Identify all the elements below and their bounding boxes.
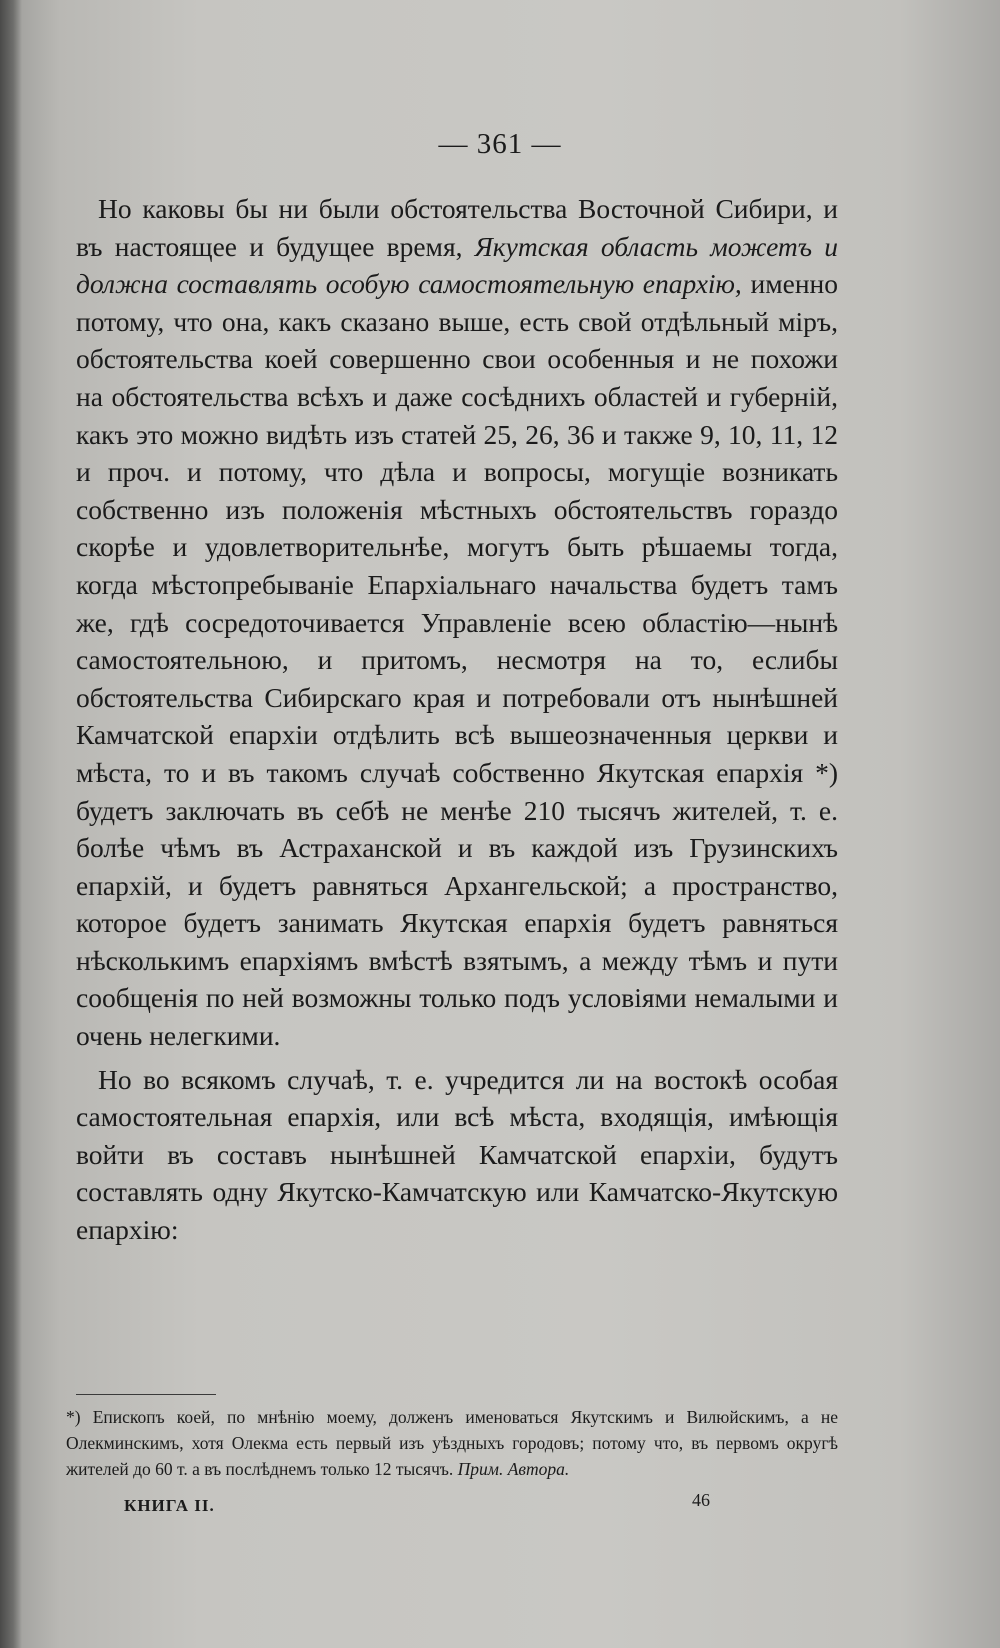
page-spine-shadow: [0, 0, 22, 1648]
paragraph-1: [76, 190, 838, 1055]
page-number: — 361 —: [438, 128, 562, 160]
paragraph-2: Но во всякомъ случаѣ, т. е. учредится ли на востокѣ особая самостоятельная епархія, или всѣ мѣста, входящія, имѣющія войти въ составъ нынѣшней Камчатской епархіи, будутъ составлять одну Якутско-Камчатскую или Камчатско-Якутскую епархію:: [76, 1063, 838, 1246]
footnote: [66, 1404, 838, 1482]
footnote-author: Прим. Автора.: [457, 1459, 570, 1479]
paragraph-1-lead: Но каковы бы ни были обстоятельства Восточной Сибири, и въ настоящее и будущее время,: [76, 193, 838, 262]
paragraph-1-emphasis: Якутская область можетъ и должна составлять особую самостоятельную епархію,: [76, 230, 839, 300]
main-text: [76, 190, 838, 1249]
footnote-rule: [76, 1394, 216, 1395]
sheet-number: 46: [692, 1490, 710, 1510]
paragraph-1-rest: именно потому, что она, какъ сказано выше, есть свой отдѣльный міръ, обстоятельства коей совершенно свои особенныя и не похожи на обстоятельства всѣхъ и даже сосѣднихъ областей и губерній, какъ это можно видѣть изъ статей 25, 26, 36 и также 9, 10, 11, 12 и проч. и потому, что дѣла и вопросы, могущіе возникать собственно изъ положенія мѣстныхъ обстоятельствъ гораздо скорѣе и удовлетворительнѣе, могутъ быть рѣшаемы тогда, когда мѣстопребываніе Епархіальнаго начальства будетъ тамъ же, гдѣ сосредоточивается Управленіе всею областію—нынѣ самостоятельною, и притомъ, несмотря на то, еслибы обстоятельства Сибирскаго края и потребовали отъ нынѣшней Камчатской епархіи отдѣлить всѣ вышеозначенныя церкви и мѣста, то и въ такомъ случаѣ собственно Якутская епархія *) будетъ заключать въ себѣ не менѣе 210 тысячъ жителей, т. е. болѣе чѣмъ въ Астраханской и въ каждой изъ Грузинскихъ епархій, и будетъ равняться Архангельской; а пространство, которое будетъ занимать Якутская епархія будетъ равняться нѣсколькимъ епархіямъ вмѣстѣ взятымъ, а между тѣмъ и пути сообщенія по ней возможны только подъ условіями немалыми и очень нелегкими.: [76, 268, 838, 1052]
signature-mark: КНИГА II.: [124, 1496, 215, 1515]
footnote-text: *) Епископъ коей, по мнѣнію моему, долженъ именоваться Якутскимъ и Вилюйскимъ, а не Олекминскимъ, хотя Олекма есть первый изъ уѣздныхъ городовъ; потому что, въ первомъ округѣ жителей до 60 т. а въ послѣднемъ только 12 тысячъ.: [66, 1407, 838, 1479]
